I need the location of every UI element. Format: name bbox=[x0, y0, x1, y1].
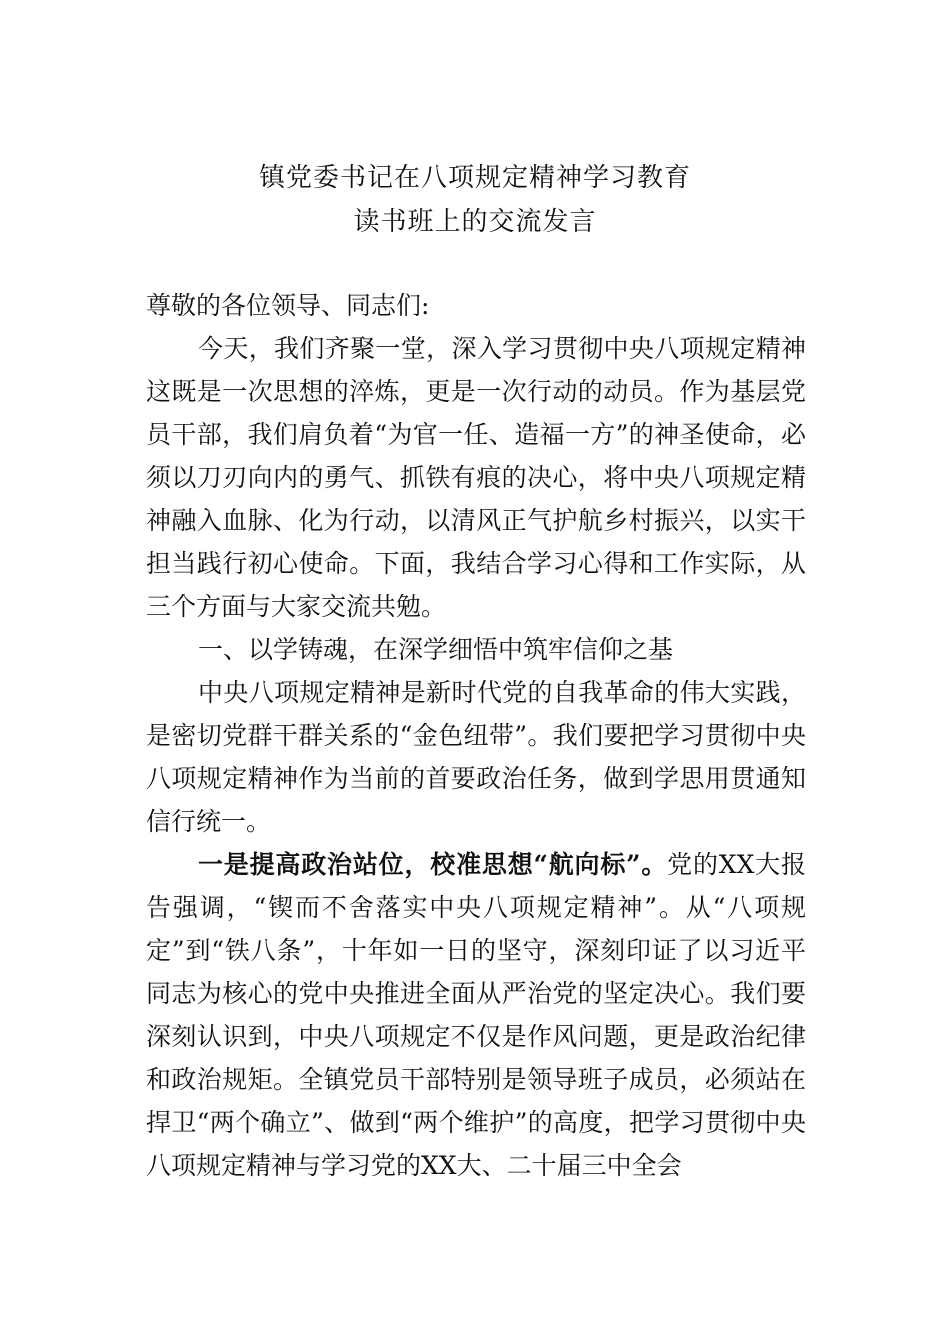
intro-paragraph: 今天，我们齐聚一堂，深入学习贯彻中央八项规定精神这既是一次思想的淬炼，更是一次行动的动员。作为基层党员干部，我们肩负着“为官一任、造福一方”的神圣使命，必须以刀刃向内的勇气、抓铁有痕的决心，将中央八项规定精神融入血脉、化为行动，以清风正气护航乡村振兴，以实干担当践行初心使命。下面，我结合学习心得和工作实际，从三个方面与大家交流共勉。 bbox=[146, 334, 806, 621]
document-body bbox=[146, 284, 806, 1187]
salutation: 尊敬的各位领导、同志们: bbox=[146, 291, 430, 320]
point-1-heading: 一是提高政治站位，校准思想“航向标”。 bbox=[198, 850, 668, 879]
section-1-heading: 一、以学铸魂，在深学细悟中筑牢信仰之基 bbox=[198, 635, 674, 664]
section-1-paragraph: 中央八项规定精神是新时代党的自我革命的伟大实践，是密切党群干群关系的“金色纽带”。我们要把学习贯彻中央八项规定精神作为当前的首要政治任务，做到学思用贯通知信行统一。 bbox=[146, 678, 806, 836]
point-1-text: 党的XX大报告强调，“锲而不舍落实中央八项规定精神”。从“八项规定”到“铁八条”，十年如一日的坚守，深刻印证了以习近平同志为核心的党中央推进全面从严治党的坚定决心。我们要深刻认识到，中央八项规定不仅是作风问题，更是政治纪律和政治规矩。全镇党员干部特别是领导班子成员，必须站在捍卫“两个确立”、做到“两个维护”的高度，把学习贯彻中央八项规定精神与学习党的XX大、二十届三中全会 bbox=[146, 850, 806, 1180]
point-1-paragraph bbox=[146, 843, 806, 1187]
document-title-line-1: 镇党委书记在八项规定精神学习教育 bbox=[258, 163, 691, 193]
document-title-line-2: 读书班上的交流发言 bbox=[353, 207, 597, 237]
